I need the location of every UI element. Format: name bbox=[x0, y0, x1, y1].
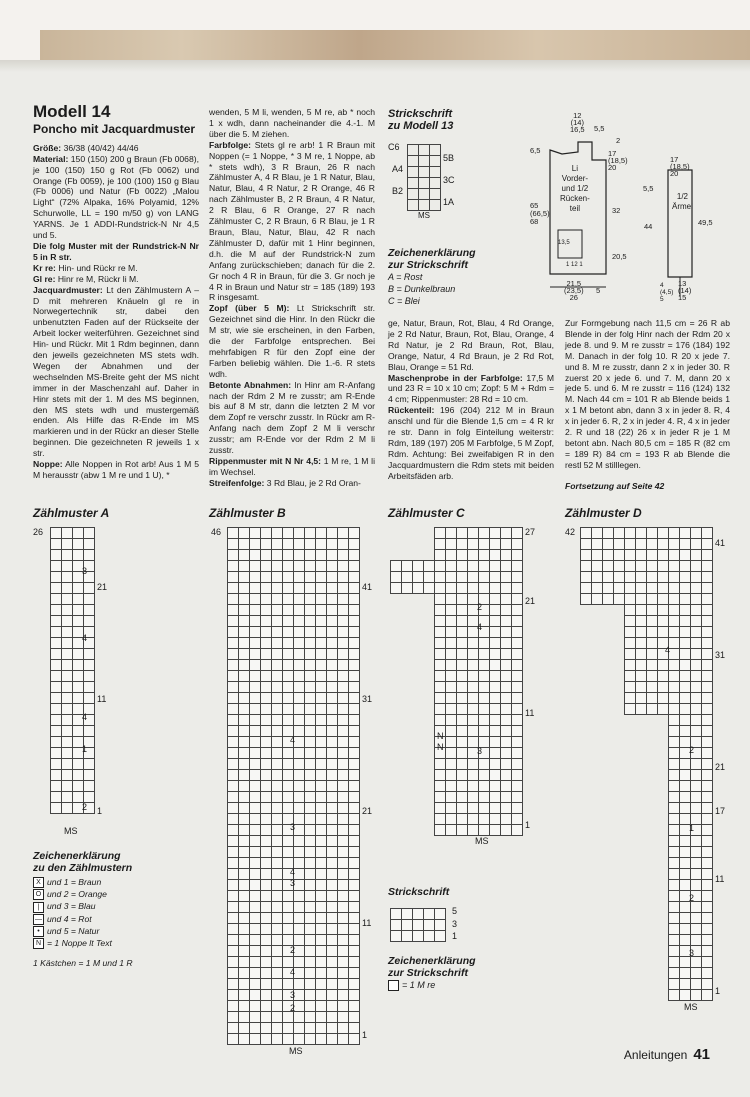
label-3c: 3C bbox=[443, 175, 455, 185]
zb-row-41: 41 bbox=[362, 582, 373, 592]
schema-4: 4 (4,5) 5 bbox=[660, 282, 674, 303]
zc-mark: N bbox=[437, 742, 444, 752]
footer-label: Anleitungen bbox=[623, 1048, 688, 1062]
page-footer bbox=[624, 1046, 710, 1063]
zd-row-41: 41 bbox=[715, 538, 726, 548]
legend-b: B = Dunkelbraun bbox=[388, 284, 456, 294]
zopf-row-1: 1 bbox=[452, 931, 458, 941]
zc-row-11: 11 bbox=[525, 708, 535, 718]
zd-row-1: 1 bbox=[715, 986, 721, 996]
zc-row-1: 1 bbox=[525, 820, 531, 830]
zb-mark: 4 bbox=[290, 967, 296, 977]
abnahmen-text: Betonte Abnahmen: In Hinr am R-Anfang nach der Rdm 2 M re zusstr; am R-Ende bis auf 8 M str, dann die letzten 2 M vor dem Zopf re verschr zusstr. In Rückr am R-Anfang nach dem Zopf 2 M li verschr zusstr; am R-Ende vor der Rdm 2 M li zusstr. bbox=[209, 379, 375, 456]
zaehlmuster-c-grid-side bbox=[390, 560, 435, 594]
zaehlmuster-d-grid-top bbox=[580, 527, 713, 605]
zaehlmuster-c-title: Zählmuster C bbox=[388, 506, 465, 520]
zaehlmuster-legend bbox=[33, 850, 133, 969]
za-row-11: 11 bbox=[97, 694, 107, 704]
legend-a: A = Rost bbox=[388, 272, 423, 282]
zaehlmuster-d-title: Zählmuster D bbox=[565, 506, 642, 520]
streifen-text: Streifenfolge: 3 Rd Blau, je 2 Rd Oran- bbox=[209, 477, 361, 488]
legend-subtitle: zu den Zählmustern bbox=[33, 862, 133, 874]
strickschrift-title: Strickschrift zu Modell 13 bbox=[388, 108, 454, 132]
zb-mark: 3 bbox=[290, 822, 296, 832]
zaehlmuster-c-grid-main bbox=[434, 527, 523, 836]
zaehlmuster-b-title: Zählmuster B bbox=[209, 506, 286, 520]
schema-65: 65 (66,5) 68 bbox=[530, 201, 550, 226]
rueckenteil: Rückenteil: 196 (204) 212 M in Braun anschl und für die Blende 1,5 cm = 4 R kr re str. Dann in folg Einteilung weiterstr: Rdm, 189 (197) 205 M Farbfolge, 5 M Zopf, Rdm. Achtung: Bei zweifabigen R in den Jacquardmustern die Rdm stets mit beiden Arbeitsfäden arb. bbox=[388, 405, 554, 481]
zd-row-42: 42 bbox=[565, 527, 576, 537]
strickschrift-chart bbox=[388, 142, 468, 222]
zopf-legend-item: = 1 M re bbox=[388, 979, 476, 991]
legend-title: Zeichenerklärung bbox=[33, 850, 121, 862]
zc-row-21: 21 bbox=[525, 596, 536, 606]
schema-top: 12 (14) 16,5 bbox=[570, 111, 585, 134]
za-row-26: 26 bbox=[33, 527, 44, 537]
schema-5: 5 bbox=[596, 286, 601, 295]
zb-row-1: 1 bbox=[362, 1030, 368, 1040]
kr-re: Kr re: Hin- und Rückr re M. bbox=[33, 262, 138, 273]
schema-13: 13 (14) 15 bbox=[678, 279, 692, 302]
za-mark: 4 bbox=[82, 633, 88, 643]
noppe-text: Noppe: Alle Noppen in Rot arb! Aus 1 M 5 M herausstr (abw 1 M re und 1 U), * bbox=[33, 459, 199, 480]
legend-braun: X und 1 = Braun bbox=[33, 876, 133, 888]
legend-orange: O und 2 = Orange bbox=[33, 888, 133, 900]
zopf-legend bbox=[388, 955, 476, 991]
za-mark: 2 bbox=[82, 802, 88, 812]
zb-row-21: 21 bbox=[362, 806, 373, 816]
zopf-grid bbox=[390, 908, 446, 942]
torn-edge-photo bbox=[40, 30, 750, 62]
schema-front-label: Li Vorder- und 1/2 Rücken- teil bbox=[560, 164, 590, 213]
column-2 bbox=[209, 107, 375, 489]
zd-ms: MS bbox=[684, 1002, 698, 1012]
za-mark: 4 bbox=[82, 712, 88, 722]
legend-c: C = Blei bbox=[388, 296, 420, 306]
schema-inner-dims: 1 12 1 bbox=[566, 262, 583, 268]
schema-arm-5-5: 5,5 bbox=[643, 184, 654, 193]
zc-mark: 3 bbox=[477, 746, 483, 756]
column-3 bbox=[388, 318, 554, 482]
schema-sleeve-label: 1/2 Ärmel bbox=[672, 192, 693, 211]
zopf-row-5: 5 bbox=[452, 906, 458, 916]
zc-row-27: 27 bbox=[525, 527, 536, 537]
schema-arm-17: 17 (18,5) 20 bbox=[670, 155, 690, 178]
schema-5-5: 5,5 bbox=[594, 124, 605, 133]
zb-mark: 4 bbox=[290, 867, 296, 877]
zopf-legend-subtitle: zur Strickschrift bbox=[388, 967, 468, 979]
model-subtitle: Poncho mit Jacquardmuster bbox=[33, 121, 196, 136]
zc-ms: MS bbox=[475, 836, 489, 846]
zopf-legend-title: Zeichenerklärung bbox=[388, 955, 476, 967]
zd-mark: 1 bbox=[689, 823, 695, 833]
label-c6: C6 bbox=[388, 142, 400, 152]
zb-mark: 3 bbox=[290, 990, 296, 1000]
zd-row-11: 11 bbox=[715, 874, 725, 884]
schema-32: 32 bbox=[612, 206, 621, 215]
zb-row-11: 11 bbox=[362, 918, 372, 928]
p-continue-3: ge, Natur, Braun, Rot, Blau, 4 Rd Orange, je 2 Rd Natur, Braun, Rot, Blau, Orange, 4 Rd Natur, je 2 Rd Braun, Rot, Blau, Orange, Natur, 4 Rd Braun, je 2 Rd Rot, Blau, Orange = 51 Rd. bbox=[388, 318, 554, 372]
zb-mark: 2 bbox=[290, 945, 296, 955]
schema-44: 44 bbox=[644, 222, 653, 231]
zd-mark: 4 bbox=[665, 645, 671, 655]
zaehlmuster-d-grid-mid bbox=[624, 604, 713, 715]
zd-mark: 2 bbox=[689, 745, 695, 755]
zc-mark: 2 bbox=[477, 602, 483, 612]
zaehlmuster-a-title: Zählmuster A bbox=[33, 506, 110, 520]
label-5b: 5B bbox=[443, 153, 455, 163]
label-b2: B2 bbox=[392, 186, 404, 196]
zopf-title: Strickschrift bbox=[388, 886, 450, 898]
zb-row-31: 31 bbox=[362, 694, 373, 704]
zb-ms: MS bbox=[289, 1046, 303, 1056]
zc-mark: 4 bbox=[477, 622, 483, 632]
zb-mark: 3 bbox=[290, 878, 296, 888]
label-1a: 1A bbox=[443, 197, 455, 207]
material-info: Material: 150 (150) 200 g Braun (Fb 0068), je 100 (150) 150 g Rot (Fb 0062) und Orange (Fb 0059), je 100 (100) 150 g Blau (Fb 0006) und Natur (Fb 0022) „Malou Light“ (72% Alpaka, 16% Polyamid, 12% Schurwolle, LL = 190 m/50 g) von LANG YARNS. Je 1 ADDI-Rundstrick-N Nr 4,5 und 5. bbox=[33, 153, 199, 241]
size-info: Größe: 36/38 (40/42) 44/46 bbox=[33, 142, 139, 153]
p-continue-4: Zur Formgebung nach 11,5 cm = 26 R ab Blende in der folg Hinr nach der Rdm 20 x jede 8. und 9. M re zusstr = 176 (184) 192 M. Danach in der folg 10. R 20 x jede 7. und 8. M re zusstr, dann 2 x in jeder 30. R zuerst 20 x jede 6. und 7. M, dann 20 x jede 5. und 6. M re zusstr = 116 (124) 132 M. Nach 44 cm = 101 R ab Blende beids 1 x 1 M betont abn, dann 3 x in jeder 8. R, 4 x in jeder 6. R, 2 x in jeder 4. R, 4 x in jeder 2. R und 18 (22) 26 x in jeder R je 1 M betont abn. Nach 80,5 cm = 185 R (82 cm = 189 R) 84 cm = 193 R ab Blende die restl 52 M stilllegen. bbox=[565, 318, 730, 470]
legend-rot: — und 4 = Rot bbox=[35, 913, 92, 924]
zd-row-21: 21 bbox=[715, 762, 726, 772]
page-number: 41 bbox=[693, 1046, 710, 1063]
schema-17: 17 (18,5) 20 bbox=[608, 149, 628, 172]
gl-re: Gl re: Hinr re M, Rückr li M. bbox=[33, 273, 139, 284]
schema-13-5: 13,5 bbox=[558, 240, 570, 246]
maschenprobe: Maschenprobe in der Farbfolge: 17,5 M und 23 R = 10 x 10 cm; Zopf: 5 M + Rdm = 4 cm; Rippenmuster: 28 Rd = 10 cm. bbox=[388, 372, 554, 405]
za-row-21: 21 bbox=[97, 582, 108, 592]
zopf-row-3: 3 bbox=[452, 919, 458, 929]
farbfolge: Farbfolge: Stets gl re arb! 1 R Braun mit Noppen (= 1 Noppe, * 3 M re, 1 Noppe, ab * stets wdh), 3 R Braun, 26 R nach Zählmuster A, 4 R Blau, je 1 R Natur, Blau, Natur, Blau, 4 R Natur, 2 R Orange, 46 R nach Zählmuster B, 2 R Braun, 4 R Natur, 2 R Blau, 6 R Orange, 27 R nach Zählmuster C, 2 R Braun, 6 R Blau, je 1 R Braun, Blau, Natur, Blau, 42 R nach Zählmuster D, dafür mit 1 Hinr beginnen, d.h. die M auf der Rundstrick-N zum Anfang zurückschieben; danach für die 2. Gr noch 4 R in Braun, für die 3. Gr noch je 4 R in Braun und Natur str = 185 (189) 193 R insgesamt. bbox=[209, 139, 376, 303]
schema-21-5: 21,5 (23,5) 26 bbox=[564, 279, 584, 302]
strickschrift-legend bbox=[388, 247, 476, 307]
continuation-note: Fortsetzung auf Seite 42 bbox=[565, 480, 665, 491]
legend-note: 1 Kästchen = 1 M und 1 R bbox=[33, 958, 133, 969]
column-1 bbox=[33, 102, 200, 481]
zb-row-46: 46 bbox=[211, 527, 222, 537]
zaehlmuster-a-grid bbox=[50, 527, 95, 814]
column-4 bbox=[565, 318, 730, 492]
rippen-text: Rippenmuster mit N Nr 4,5: 1 M re, 1 M li im Wechsel. bbox=[209, 456, 375, 477]
za-mark: 3 bbox=[82, 566, 88, 576]
zd-mark: 2 bbox=[689, 893, 695, 903]
legend-title-1: Zeichenerklärung bbox=[388, 247, 476, 259]
zc-mark: N bbox=[437, 731, 444, 741]
p-continue: wenden, 5 M li, wenden, 5 M re, ab * noch 1 x wdh, dann nacheinander die 4.-1. M über die 5. M ziehen. bbox=[209, 107, 375, 139]
za-ms: MS bbox=[64, 826, 78, 836]
pattern-schema bbox=[530, 112, 720, 312]
zopf-text: Zopf (über 5 M): Lt Strickschrift str. Gezeichnet sind die Hinr. In den Rückr die M str, wie sie erscheinen, in den Farben, die der Farbfolge entsprechen. Bei mehrfabigen R für den Zopf eine der Farben beliebig wählen. Die 1.-6. R stets wdh. bbox=[209, 303, 376, 379]
legend-noppe: N = 1 Noppe lt Text bbox=[33, 937, 133, 949]
legend-natur: • und 5 = Natur bbox=[33, 925, 133, 937]
jacquard-text: Jacquardmuster: Lt den Zählmustern A – D mit mehreren Knäueln gl re in Norwegertechnik str, dabei den unbenutzten Faden auf der Rückseite der Arbeit locker weiterführen. Gezeichnet sind Hin- und Rückr. Mit 1 Rdm beginnen, dann den jeweils gezeichneten MS stets wdh. Wegen der Abnahmen und der wechselnden MS-Breite geht der MS nicht immer in der Maschenzahl auf. Daher in Hinr stets mit der 1. M des MS beginnen, den MS stets wdh und mustergemäß enden. Als Hilfe das R-Ende im MS markieren und in der Rückr an dieser Stelle beginnen. Die gezeichneten R jeweils 1 x str. bbox=[33, 284, 200, 459]
needle-note: Die folg Muster mit der Rundstrick-N Nr 5 in R str. bbox=[33, 240, 199, 262]
zd-row-17: 17 bbox=[715, 806, 726, 816]
legend-blau: | und 3 = Blau bbox=[33, 900, 133, 912]
schema-drawing bbox=[530, 112, 720, 312]
label-ms: MS bbox=[418, 211, 430, 220]
shadow bbox=[0, 60, 750, 72]
schema-6-5: 6,5 bbox=[530, 146, 541, 155]
zb-mark: 4 bbox=[290, 735, 296, 745]
zd-row-31: 31 bbox=[715, 650, 726, 660]
schema-20-5: 20,5 bbox=[612, 252, 627, 261]
torn-paper-header bbox=[0, 0, 750, 70]
schema-2: 2 bbox=[616, 136, 621, 145]
legend-title-2: zur Strickschrift bbox=[388, 259, 468, 271]
zd-mark: 3 bbox=[689, 948, 695, 958]
schema-49-5: 49,5 bbox=[698, 218, 713, 227]
za-mark: 1 bbox=[82, 744, 88, 754]
za-row-1: 1 bbox=[97, 806, 103, 816]
label-a4: A4 bbox=[392, 164, 404, 174]
zb-mark: 2 bbox=[290, 1003, 296, 1013]
model-title: Modell 14 bbox=[33, 102, 111, 121]
